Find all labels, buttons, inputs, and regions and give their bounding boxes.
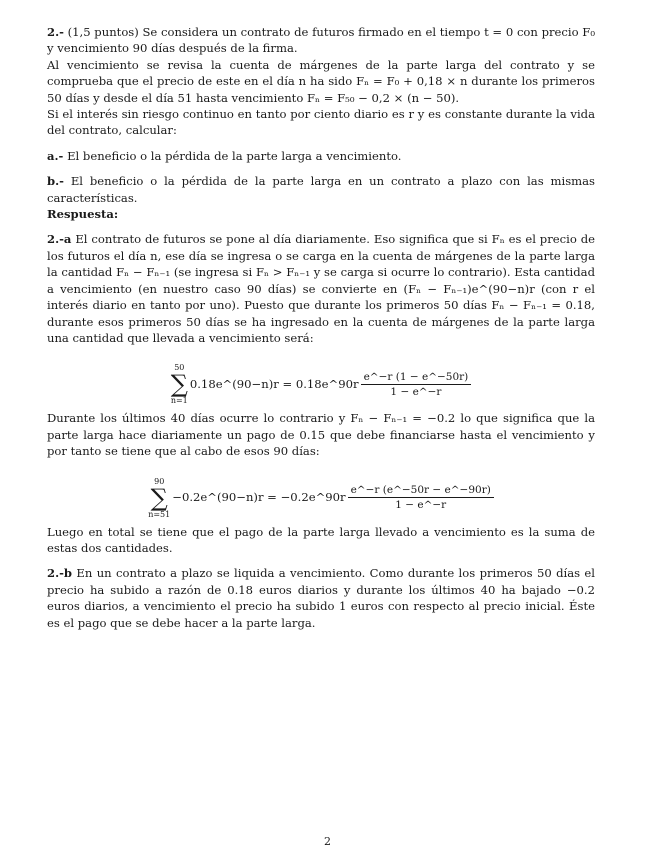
question-a-label: a.- — [47, 148, 64, 163]
problem-paragraph-3: Si el interés sin riesgo continuo en tanto por ciento diario es r y es constante durante la vida del contrato, calcular: — [47, 107, 595, 138]
answer-a — [47, 231, 595, 346]
page-number: 2 — [324, 835, 331, 848]
equation-1-numerator: e^−r (1 − e^−50r) — [361, 370, 472, 385]
problem-paragraph-2: Al vencimiento se revisa la cuenta de márgenes de la parte larga del contrato y se comprueba que el precio de este en el día n ha sido Fₙ = F₀ + 0,18 × n durante los primeros 50 días y desde el día 51 hasta vencimiento Fₙ = F₅₀ − 0,2 × (n − 50). — [47, 57, 595, 105]
answer-b — [47, 565, 595, 631]
equation-2-denominator: 1 − e^−r — [395, 499, 447, 512]
answer-b-text: En un contrato a plazo se liquida a vencimiento. Como durante los primeros 50 días el precio ha subido a razón de 0.18 euros diarios y durante los últimos 40 ha bajado −0.2 euros diarios, a vencimiento el precio ha subido 1 euros con respecto al precio inicial. Éste es el pago que se debe hacer a la parte larga. — [47, 566, 595, 630]
equation-2-numerator: e^−r (e^−50r − e^−90r) — [348, 483, 494, 498]
sum-1-upper: 50 — [174, 363, 185, 373]
answer-heading: Respuesta: — [47, 207, 119, 222]
document-page — [47, 24, 595, 631]
equation-2 — [47, 472, 595, 519]
question-b-text: El beneficio o la pérdida de la parte larga en un contrato a plazo con las mismas características. — [47, 174, 596, 205]
question-b-label: b.- — [47, 174, 64, 189]
answer-a-text: El contrato de futuros se pone al día diariamente. Eso significa que si Fₙ es el precio de los futuros el día n, ese día se ingresa o se carga en la cuenta de márgenes de la parte larga la cantidad Fₙ − Fₙ₋₁ (se ingresa si Fₙ > Fₙ₋₁ y se carga si ocurre lo contrario). Esta cantidad a vencimiento (en nuestro caso 90 días) se convierte en (Fₙ − Fₙ₋₁)e^(90−n)r (con r el interés diario en tanto por uno). Puesto que durante los primeros 50 días Fₙ − Fₙ₋₁ = 0.18, durante esos primeros 50 días se ha ingresado en la cuenta de márgenes de la parte larga una cantidad que llevada a vencimiento será: — [47, 232, 595, 345]
equation-1-term: 0.18e^(90−n)r = 0.18e^90r — [189, 377, 359, 392]
summation-1: 50 ∑ n=1 — [170, 363, 188, 406]
equation-1-fraction — [361, 370, 472, 399]
equation-2-fraction — [348, 483, 494, 512]
question-a-text: El beneficio o la pérdida de la parte larga a vencimiento. — [67, 148, 402, 163]
sum-2-upper: 90 — [154, 476, 165, 486]
answer-a-paragraph-3: Luego en total se tiene que el pago de la parte larga llevado a vencimiento es la suma de estas dos cantidades. — [47, 524, 595, 555]
sum-1-lower: n=1 — [170, 396, 188, 406]
answer-a-paragraph-2: Durante los últimos 40 días ocurre lo contrario y Fₙ − Fₙ₋₁ = −0.2 lo que significa que la parte larga hace diariamente un pago de 0.15 que debe financiarse hasta el vencimiento y por tanto se tiene que al cabo de esos 90 días: — [47, 411, 595, 459]
problem-intro-text: (1,5 puntos) Se considera un contrato de futuros firmado en el tiempo t = 0 con precio F₀ y vencimiento 90 días después de la firma. — [47, 25, 595, 56]
equation-1 — [47, 358, 595, 406]
equation-2-term: −0.2e^(90−n)r = −0.2e^90r — [172, 490, 346, 505]
problem-number: 2.- — [47, 25, 64, 39]
summation-2: 90 ∑ n=51 — [148, 476, 171, 519]
answer-b-label: 2.-b — [47, 566, 73, 581]
sum-2-lower: n=51 — [148, 509, 171, 519]
question-a — [47, 148, 595, 164]
question-b — [47, 173, 595, 206]
equation-1-denominator: 1 − e^−r — [390, 385, 442, 398]
answer-a-label: 2.-a — [47, 232, 72, 247]
problem-intro — [47, 24, 595, 57]
